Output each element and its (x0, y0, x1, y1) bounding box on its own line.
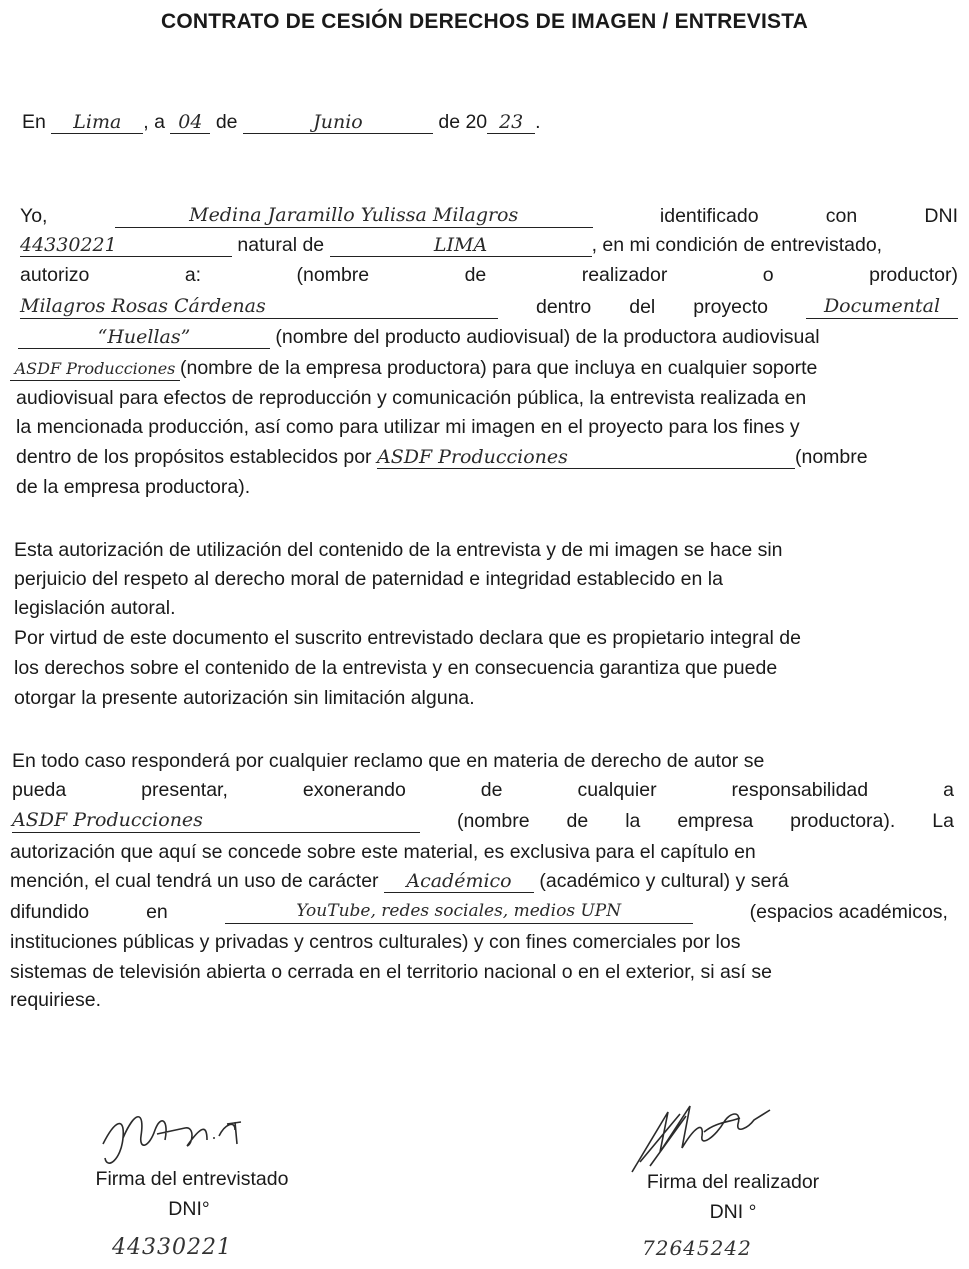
text: Esta autorización de utilización del contenido de la entrevista y de mi imagen se hace sin (14, 539, 783, 561)
word: Yo, (20, 205, 48, 227)
p1-line-2 (20, 233, 882, 257)
p3-line-2 (12, 778, 954, 802)
director-signature (620, 1092, 790, 1182)
text: Por virtud de este documento el suscrito entrevistado declara que es propietario integral de (14, 627, 801, 649)
interviewee-dni-handwritten: 44330221 (112, 1235, 232, 1260)
p2-line-4 (14, 626, 801, 650)
word: presentar, (141, 779, 228, 801)
p3-line-5 (10, 869, 789, 893)
p1-line-5 (18, 325, 820, 349)
date-month[interactable]: Junio (243, 111, 433, 134)
date-sep: de 20 (438, 111, 488, 133)
date-end: . (535, 111, 541, 133)
word: exonerando (302, 779, 406, 801)
text: de la empresa productora). (16, 476, 251, 498)
word: en (146, 901, 168, 923)
date-prefix: En (22, 111, 46, 133)
p3-line-7 (10, 930, 741, 954)
word: productora). (790, 810, 896, 832)
p3-line-4 (10, 840, 756, 864)
word: responsabilidad (731, 779, 869, 801)
word: autorizo (20, 264, 90, 286)
p3-line-6 (10, 900, 948, 924)
p3-line-1 (12, 749, 764, 773)
interviewee-signature-block (78, 1168, 306, 1221)
interviewee-dni-label: DNI° (168, 1198, 210, 1220)
p3-line-9 (10, 988, 101, 1012)
text: natural de (237, 234, 325, 256)
usage-type[interactable]: Académico (384, 870, 534, 893)
word: con (825, 205, 858, 227)
word: DNI (924, 205, 958, 227)
word: realizador (581, 264, 668, 286)
p2-line-3 (14, 596, 176, 620)
word: de (480, 779, 503, 801)
word: proyecto (693, 296, 769, 318)
text: perjuicio del respeto al derecho moral de paternidad e integridad establecido en la (14, 568, 723, 590)
interviewee-signature (95, 1100, 265, 1175)
birthplace[interactable]: LIMA (330, 234, 592, 257)
text: audiovisual para efectos de reproducción y comunicación pública, la entrevista realizada en (16, 387, 807, 409)
word: cualquier (577, 779, 657, 801)
word: difundido (10, 901, 90, 923)
word: productor) (869, 264, 958, 286)
company-name[interactable]: ASDF Producciones (10, 358, 180, 381)
word: a (943, 779, 954, 801)
text: otorgar la presente autorización sin limitación alguna. (14, 687, 475, 709)
text: legislación autoral. (14, 597, 176, 619)
p1-line-9 (16, 445, 868, 469)
date-day[interactable]: 04 (170, 111, 210, 134)
word: pueda (12, 779, 67, 801)
text: (nombre (794, 446, 868, 468)
date-line (22, 110, 541, 134)
text: , en mi condición de entrevistado, (591, 234, 883, 256)
p1-line-10 (16, 475, 250, 499)
text: dentro de los propósitos establecidos por (16, 446, 372, 468)
p1-line-4 (20, 295, 958, 319)
project-type[interactable]: Documental (806, 295, 958, 319)
word: o (762, 264, 774, 286)
text: la mencionada producción, así como para utilizar mi imagen en el proyecto para los fines y (16, 416, 800, 438)
p1-line-6 (10, 356, 817, 381)
word: de (566, 810, 589, 832)
text: requiriese. (10, 989, 102, 1011)
p2-line-5 (14, 656, 777, 680)
p1-line-8 (16, 415, 800, 439)
word: de (464, 264, 487, 286)
director-signature-label: Firma del realizador (646, 1171, 820, 1193)
text: (espacios académicos, (749, 901, 948, 923)
text: sistemas de televisión abierta o cerrada en el territorio nacional o en el exterior, si así se (10, 961, 772, 983)
p3-line-3 (12, 809, 954, 833)
word: a: (184, 264, 202, 286)
word: La (932, 810, 954, 832)
date-year[interactable]: 23 (487, 111, 535, 134)
project-name[interactable]: “Huellas” (18, 326, 270, 349)
p1-line-7 (16, 386, 806, 410)
director-dni-handwritten: 72645242 (642, 1236, 752, 1260)
interviewee-name[interactable]: Medina Jaramillo Yulissa Milagros (115, 204, 593, 228)
word: identificado (659, 205, 759, 227)
word: la (625, 810, 641, 832)
text: los derechos sobre el contenido de la entrevista y en consecuencia garantiza que puede (14, 657, 778, 679)
word: (nombre (296, 264, 370, 286)
p2-line-2 (14, 567, 956, 591)
word: (nombre (456, 810, 530, 832)
director-dni-label: DNI ° (709, 1201, 757, 1223)
p2-line-1 (14, 538, 783, 562)
word: del (629, 296, 656, 318)
p2-line-6 (14, 686, 475, 710)
date-sep: , a (143, 111, 165, 133)
distribution-channels[interactable]: YouTube, redes sociales, medios UPN (225, 900, 693, 924)
text: autorización que aquí se concede sobre este material, es exclusiva para el capítulo en (10, 841, 756, 863)
interviewee-signature-label: Firma del entrevistado (95, 1168, 289, 1190)
company-name-3[interactable]: ASDF Producciones (12, 809, 420, 833)
date-sep: de (215, 111, 238, 133)
word: dentro (535, 296, 592, 318)
text: instituciones públicas y privadas y centros culturales) y con fines comerciales por los (10, 931, 741, 953)
company-name-2[interactable]: ASDF Producciones (377, 446, 795, 469)
document-title: CONTRATO DE CESIÓN DERECHOS DE IMAGEN / ENTREVISTA (160, 10, 809, 33)
p1-line-1 (20, 204, 958, 228)
text: (nombre del producto audiovisual) de la productora audiovisual (275, 326, 820, 348)
date-city[interactable]: Lima (51, 111, 143, 134)
p1-line-3 (20, 263, 958, 287)
text: (nombre de la empresa productora) para que incluya en cualquier soporte (180, 357, 818, 379)
interviewee-dni[interactable]: 44330221 (20, 234, 232, 257)
p3-line-8 (10, 960, 772, 984)
word: empresa (677, 810, 754, 832)
text: mención, el cual tendrá un uso de carácter (10, 870, 379, 892)
director-name[interactable]: Milagros Rosas Cárdenas (20, 295, 498, 319)
director-signature-block (628, 1171, 838, 1224)
text: En todo caso responderá por cualquier reclamo que en materia de derecho de autor se (12, 750, 765, 772)
text: (académico y cultural) y será (539, 870, 789, 892)
